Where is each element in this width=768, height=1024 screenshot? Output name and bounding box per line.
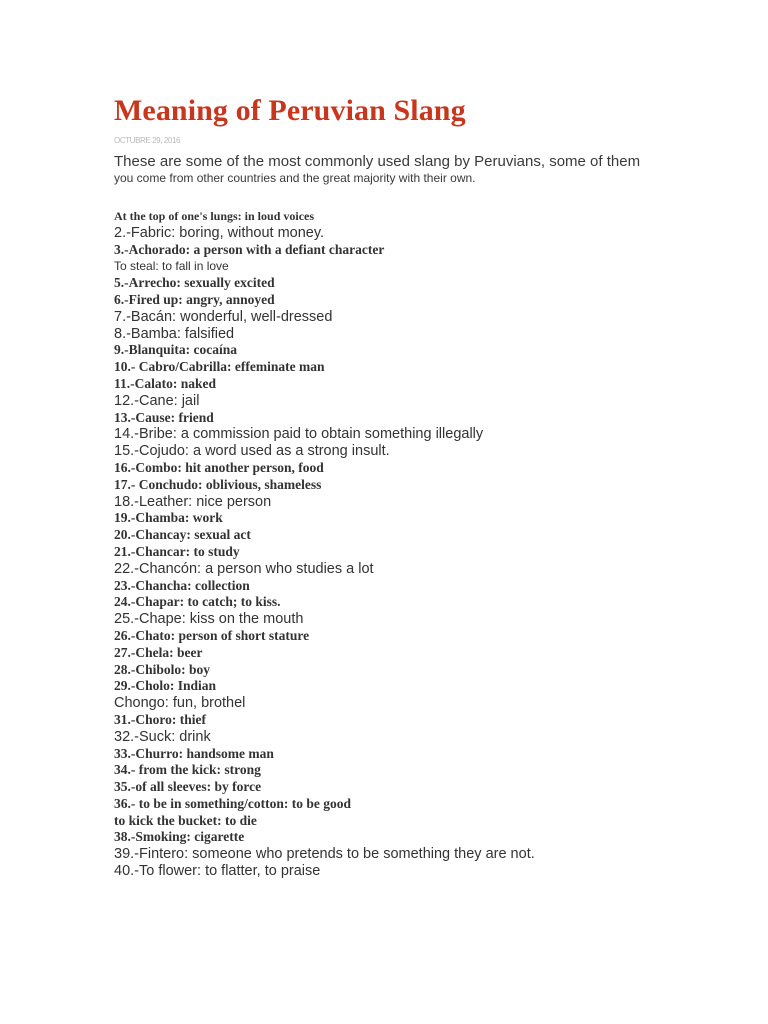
slang-entry: 18.-Leather: nice person [114,493,272,510]
slang-entry: 3.-Achorado: a person with a defiant character [114,241,385,257]
slang-list [114,208,714,880]
slang-entry: To steal: to fall in love [114,259,229,274]
slang-entry: 33.-Churro: handsome man [114,745,274,761]
slang-entry: 17.- Conchudo: oblivious, shameless [114,476,322,492]
slang-entry: to kick the bucket: to die [114,812,257,828]
intro-paragraph [114,152,714,186]
slang-entry: 9.-Blanquita: cocaína [114,342,238,358]
slang-entry: 14.-Bribe: a commission paid to obtain something illegally [114,426,484,443]
intro-line: you come from other countries and the great majority with their own. [114,171,476,185]
slang-entry: 32.-Suck: drink [114,728,211,745]
slang-entry: 16.-Combo: hit another person, food [114,459,324,475]
slang-entry: 11.-Calato: naked [114,375,217,391]
slang-entry: 8.-Bamba: falsified [114,325,235,342]
publish-date: OCTUBRE 29, 2016 [114,136,181,145]
slang-entry: 20.-Chancay: sexual act [114,527,251,543]
slang-entry: 27.-Chela: beer [114,644,203,660]
slang-entry: 40.-To flower: to flatter, to praise [114,863,321,880]
slang-entry: Chongo: fun, brothel [114,695,246,712]
slang-entry: 10.- Cabro/Cabrilla: effeminate man [114,359,325,375]
slang-entry: 5.-Arrecho: sexually excited [114,275,275,291]
slang-entry: 23.-Chancha: collection [114,577,250,593]
slang-entry: 34.- from the kick: strong [114,762,261,778]
slang-entry: 2.-Fabric: boring, without money. [114,224,325,241]
slang-entry: 28.-Chibolo: boy [114,661,211,677]
slang-entry: 25.-Chape: kiss on the mouth [114,611,304,628]
slang-entry: 36.- to be in something/cotton: to be good [114,795,351,811]
slang-entry: 29.-Cholo: Indian [114,678,217,694]
slang-entry: 13.-Cause: friend [114,409,214,425]
slang-entry: 39.-Fintero: someone who pretends to be something they are not. [114,846,535,863]
slang-entry: 12.-Cane: jail [114,392,200,409]
slang-entry: 15.-Cojudo: a word used as a strong insult. [114,443,390,460]
slang-entry: 6.-Fired up: angry, annoyed [114,291,275,307]
slang-entry: 22.-Chancón: a person who studies a lot [114,560,374,577]
intro-line: These are some of the most commonly used slang by Peruvians, some of them [114,153,641,170]
slang-entry: 38.-Smoking: cigarette [114,829,245,845]
slang-entry: 19.-Chamba: work [114,510,223,526]
article-title: Meaning of Peruvian Slang [114,94,466,127]
article [114,94,714,880]
slang-entry: At the top of one's lungs: in loud voices [114,209,315,223]
slang-entry: 31.-Choro: thief [114,711,206,727]
slang-entry: 7.-Bacán: wonderful, well-dressed [114,308,333,325]
slang-entry: 35.-of all sleeves: by force [114,779,262,795]
slang-entry: 24.-Chapar: to catch; to kiss. [114,594,281,610]
slang-entry: 21.-Chancar: to study [114,543,240,559]
slang-entry: 26.-Chato: person of short stature [114,627,310,643]
